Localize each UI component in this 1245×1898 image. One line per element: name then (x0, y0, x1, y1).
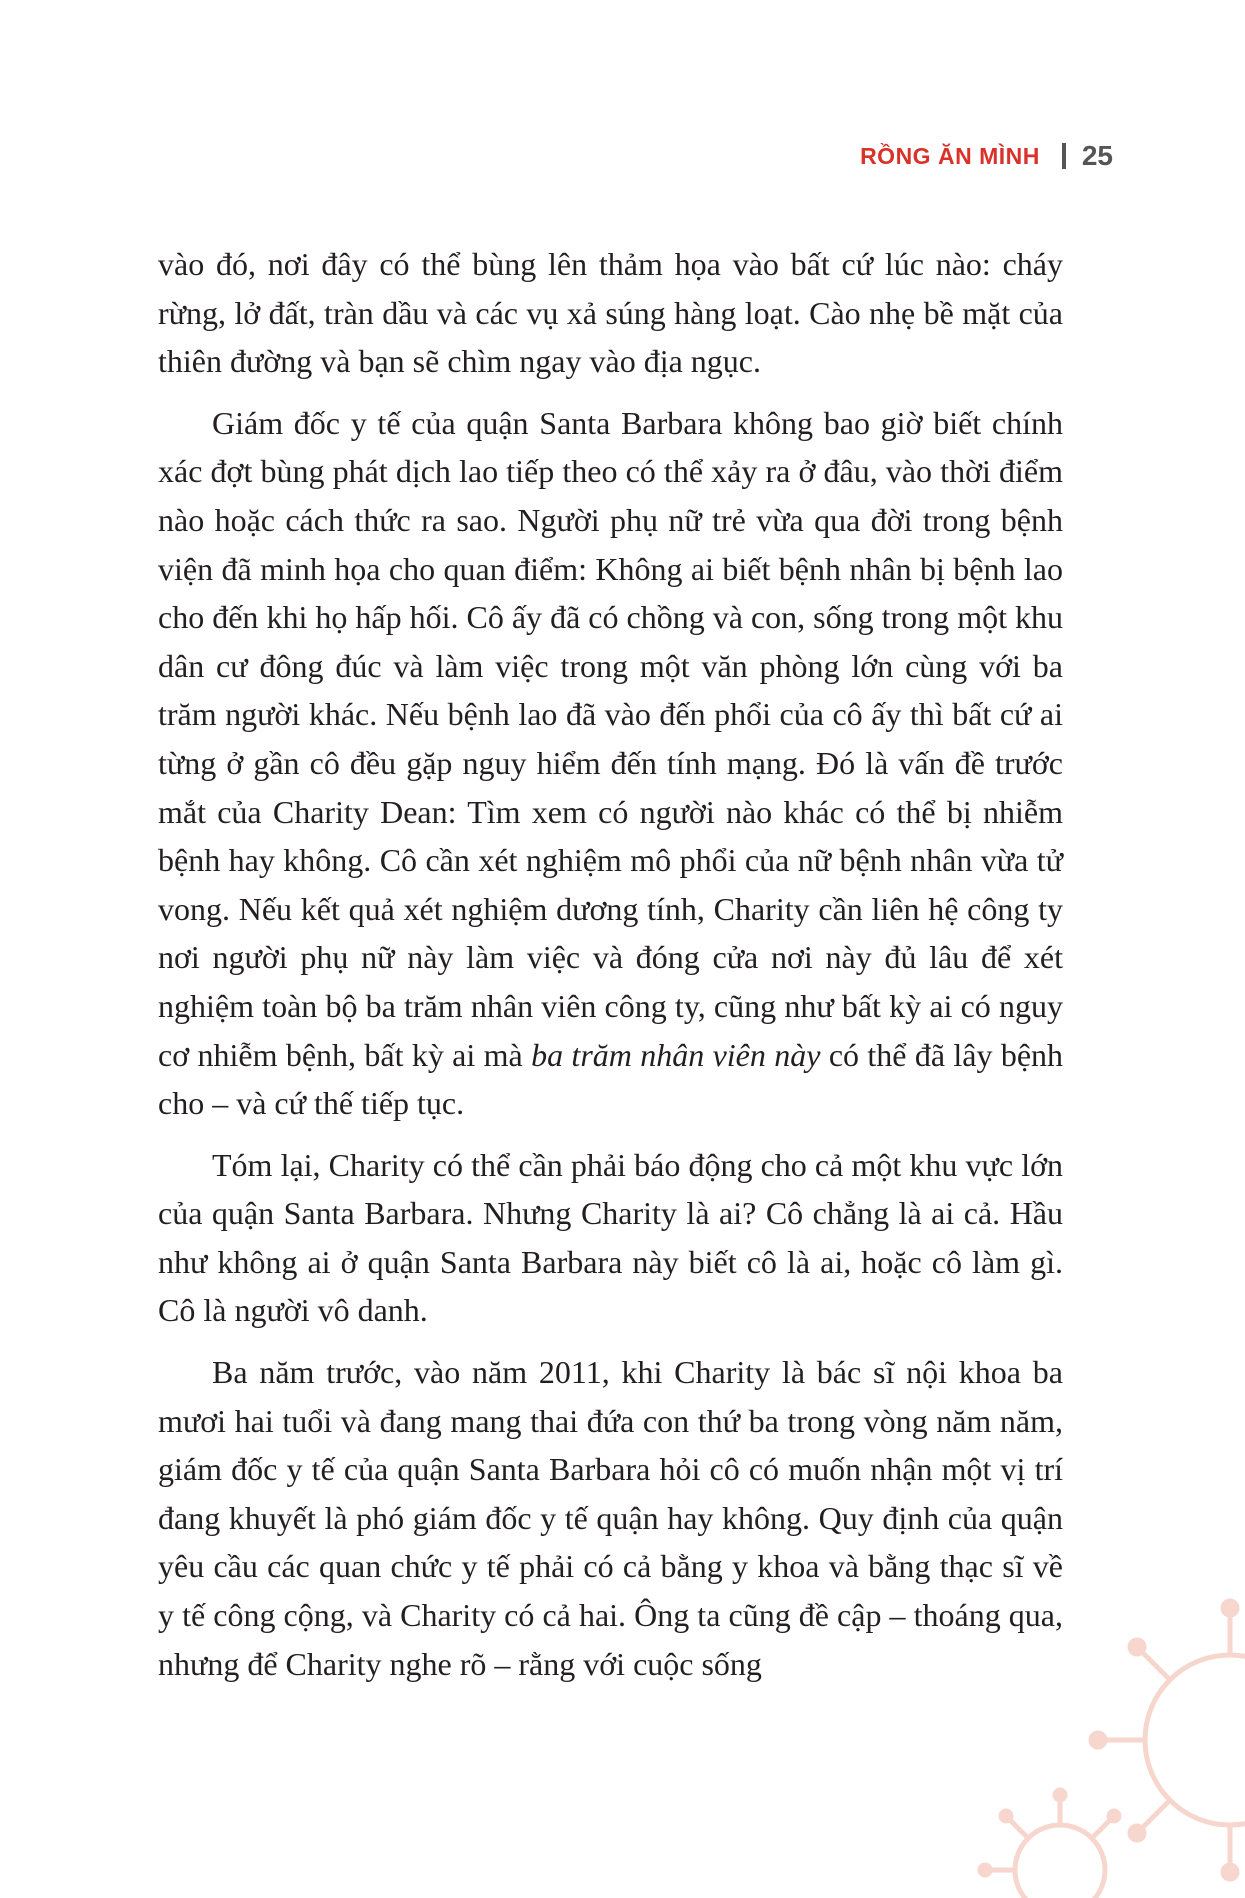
page-number: 25 (1081, 140, 1113, 171)
paragraph-2-text-b: có thể đã lây bệnh cho – và cứ thế tiếp tục. (158, 1036, 1064, 1122)
paragraph-4: Ba năm trước, vào năm 2011, khi Charity là bác sĩ nội khoa ba mươi hai tuổi và đang mang thai đứa con thứ ba trong vòng năm năm, giám đốc y tế của quận Santa Barbara hỏi cô có muốn nhận một vị trí đang khuyết là phó giám đốc y tế quận hay không. Quy định của quận yêu cầu các quan chức y tế phải có cả bằng y khoa và bằng thạc sĩ về y tế công cộng, và Charity có cả hai. Ông ta cũng đề cập – thoáng qua, nhưng để Charity nghe rõ – rằng với cuộc sống (158, 1354, 1063, 1682)
paragraph-2 (158, 399, 1063, 1128)
paragraph-2-italic: ba trăm nhân viên này (531, 1036, 821, 1073)
paragraph-1: vào đó, nơi đây có thể bùng lên thảm họa vào bất cứ lúc nào: cháy rừng, lở đất, tràn dầu và các vụ xả súng hàng loạt. Cào nhẹ bề mặt của thiên đường và bạn sẽ chìm ngay vào địa ngục. (158, 246, 1063, 380)
running-title: RỒNG ĂN MÌNH (860, 142, 1040, 169)
header-divider (1062, 143, 1066, 169)
paragraph-3: Tóm lại, Charity có thể cần phải báo động cho cả một khu vực lớn của quận Santa Barbara. Nhưng Charity là ai? Cô chẳng là ai cả. Hầu như không ai ở quận Santa Barbara này biết cô là ai, hoặc cô làm gì. Cô là người vô danh. (158, 1146, 1063, 1329)
body-text (158, 240, 1063, 1701)
running-header (860, 140, 1113, 172)
paragraph-2-text-a: Giám đốc y tế của quận Santa Barbara không bao giờ biết chính xác đợt bùng phát dịch lao tiếp theo có thể xảy ra ở đâu, vào thời điểm nào hoặc cách thức ra sao. Người phụ nữ trẻ vừa qua đời trong bệnh viện đã minh họa cho quan điểm: Không ai biết bệnh nhân bị bệnh lao cho đến khi họ hấp hối. Cô ấy đã có chồng và con, sống trong một khu dân cư đông đúc và làm việc trong một văn phòng lớn cùng với ba trăm người khác. Nếu bệnh lao đã vào đến phổi của cô ấy thì bất cứ ai từng ở gần cô đều gặp nguy hiểm đến tính mạng. Đó là vấn đề trước mắt của Charity Dean: Tìm xem có người nào khác có thể bị nhiễm bệnh hay không. Cô cần xét nghiệm mô phổi của nữ bệnh nhân vừa tử vong. Nếu kết quả xét nghiệm dương tính, Charity cần liên hệ công ty nơi người phụ nữ này làm việc và đóng cửa nơi này đủ lâu để xét nghiệm toàn bộ ba trăm nhân viên công ty, cũng như bất kỳ ai có nguy cơ nhiễm bệnh, bất kỳ ai mà (158, 404, 1063, 1073)
